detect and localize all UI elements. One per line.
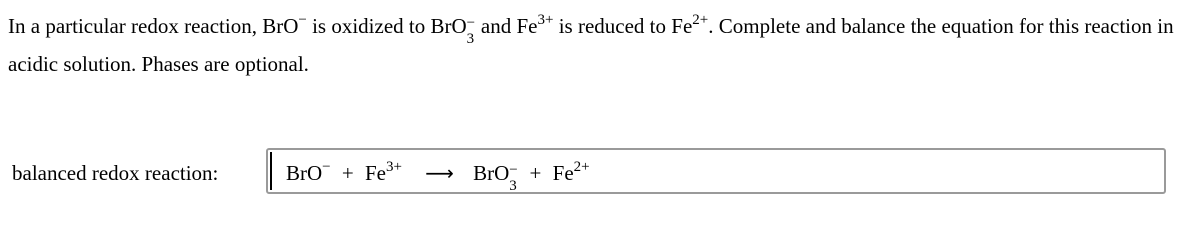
fe3-charge: 3+ bbox=[537, 12, 554, 28]
equation-content[interactable] bbox=[286, 159, 590, 194]
product-1-charge: − bbox=[509, 162, 518, 178]
fe2-charge: 2+ bbox=[692, 12, 709, 28]
reaction-arrow-icon: ⟶ bbox=[425, 161, 454, 185]
question-part-2: is oxidized to BrO bbox=[306, 14, 467, 38]
bro3-charge: − bbox=[466, 15, 476, 31]
question-part-5: . Complete and balance the equation for this reaction in acidic solution. Phases are optional. bbox=[8, 14, 1174, 76]
plus-sign: + bbox=[341, 161, 354, 185]
product-1-subscript: 3 bbox=[509, 178, 517, 194]
product-1: BrO bbox=[473, 161, 510, 185]
reactant-2: Fe bbox=[364, 161, 386, 185]
question-part-1: In a particular redox reaction, BrO bbox=[8, 14, 299, 38]
product-1-sub-sup bbox=[509, 162, 518, 194]
reactant-1: BrO bbox=[286, 161, 323, 185]
bro3-subscript: 3 bbox=[466, 31, 475, 47]
answer-row bbox=[12, 148, 1172, 198]
equation-input[interactable] bbox=[266, 148, 1166, 194]
bro3-sub-sup bbox=[466, 15, 476, 47]
product-2-charge: 2+ bbox=[573, 159, 590, 175]
reactant-2-charge: 3+ bbox=[385, 159, 402, 175]
question-part-4: is reduced to Fe bbox=[553, 14, 693, 38]
bro-charge: − bbox=[298, 12, 307, 28]
question-part-3: and Fe bbox=[475, 14, 538, 38]
answer-label: balanced redox reaction: bbox=[12, 161, 219, 185]
product-2: Fe bbox=[552, 161, 574, 185]
plus-sign: + bbox=[529, 161, 542, 185]
reactant-1-charge: − bbox=[322, 159, 331, 175]
question-text bbox=[8, 7, 1194, 83]
